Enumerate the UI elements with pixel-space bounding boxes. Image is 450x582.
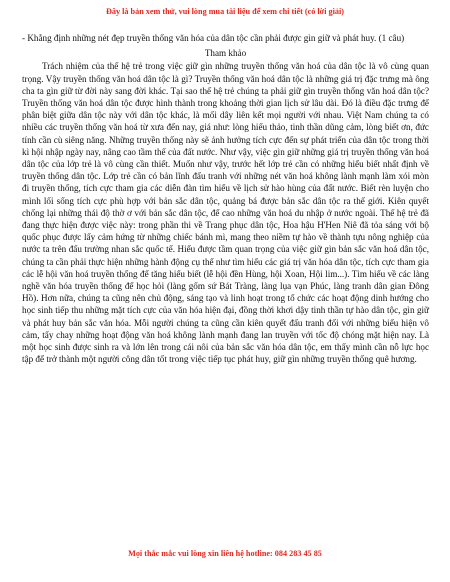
document-content bbox=[22, 32, 429, 365]
section-heading: Tham khảo bbox=[204, 48, 247, 59]
intro-line: - Khẳng định những nét đẹp truyền thống văn hóa của dân tộc cần phải được gìn giữ và phát huy. (1 câu) bbox=[22, 33, 405, 43]
hotline-notice: Mọi thắc mắc vui lòng xin liên hệ hotline: 084 283 45 85 bbox=[128, 549, 322, 558]
essay-paragraph: Trách nhiệm của thế hệ trẻ trong việc giữ gìn những truyền thống văn hoá của dân tộc là vô cùng quan trọng. Vậy truyền thống văn hoá dân tộc là gì? Truyền thống văn hoá dân tộc là những giá trị đặc trưng mà ông cha ta gìn giữ từ đời này sang đời khác. Tại sao thế hệ trẻ chúng ta phải giữ gìn truyền thống văn hoá dân tộc? Truyền thống văn hoá dân tộc được hình thành trong khoảng thời gian lịch sử lâu dài. Đó là điều đặc trưng để phân biệt giữa dân tộc này với dân tộc khác, là mối dây liên kết mọi người với nhau. Việt Nam chúng ta có nhiều các truyền thống văn hoá từ xưa đến nay, giá như: lòng hiếu thảo, tinh thần dũng cảm, lòng biết ơn, đức tính cần cù siêng năng. Những truyền thống này sẽ ảnh hưởng tích cực đến sự phát triển của dân tộc trong thời kì hội nhập ngày nay, nâng cao tầm thế của đất nước. Như vậy, việc gìn giữ những giá trị truyền thống văn hoá dân tộc của lớp trẻ là vô cùng cần thiết. Muốn như vậy, trước hết lớp trẻ cần có những hiểu biết nhất định về truyền thống dân tộc. Lớp trẻ cần có bản lĩnh đấu tranh với những nét văn hoá không lành mạnh làm xói mòn đi truyền thống, tích cực tham gia các diễn đàn tìm hiểu về lịch sử hào hùng của đất nước. Biết rèn luyện cho mình lối sống tích cực phù hợp với bản sắc dân tộc, quảng bá được bản sắc dân tộc ra thế giới. Kiên quyết chống lại những thái độ thờ ơ với bản sắc dân tộc, để cao những văn hoá du nhập ở nước ngoài. Thế hệ trẻ đã đang thực hiện được việc này: trong phần thi về Trang phục dân tộc, Hoa hậu H'Hen Niê đã tỏa sáng với bộ quốc phục được lấy cảm hứng từ những chiếc bánh mì, mang theo niềm tự hào về thành tựu nông nghiệp của nước ta trên đấu trường nhan sắc quốc tế. Hiểu được tầm quan trọng của việc giữ gìn bản sắc văn hoá dân tộc, chúng ta cần phải thực hiện những hành động cụ thể như tìm hiểu các giá trị văn hóa dân tộc, tích cực tham gia các lễ hội văn hoá truyền thống để tăng hiểu biết (lễ hội đền Hùng, hội Xoan, Hội lim...). Tìm hiểu về các làng nghề văn hóa truyền thống để học hỏi (làng gốm sứ Bát Tràng, làng lụa vạn Phúc, làng tranh dân gian Đông Hồ). Hơn nữa, chúng ta cũng nên chủ động, sáng tạo và linh hoạt trong tổ chức các hoạt động dinh hướng cho học sinh tiếp thu những mặt tích cực của văn hóa hiện đại, đồng thời khơi dậy tinh thần tự hào dân tộc, gìn giữ và phát huy bản sắc văn hóa. Mỗi người chúng ta cũng cần kiên quyết đấu tranh đối với những biểu hiện vô cảm, tẩy chay những hoạt động văn hoá không lành mạnh đang lan truyền với tốc độ chóng mặt hiện nay. Là một học sinh được sinh ra và lớn lên trong cái nôi của bản sắc văn hóa dân tộc, em thấy mình cần nỗ lực học tập để trở thành một người công dân tốt trong việc tiếp tục phát huy, giữ gìn những truyền thống quê hương. bbox=[22, 61, 429, 365]
preview-notice: Đây là bản xem thử, vui lòng mua tài liệu để xem chi tiết (có lời giải) bbox=[105, 7, 344, 16]
